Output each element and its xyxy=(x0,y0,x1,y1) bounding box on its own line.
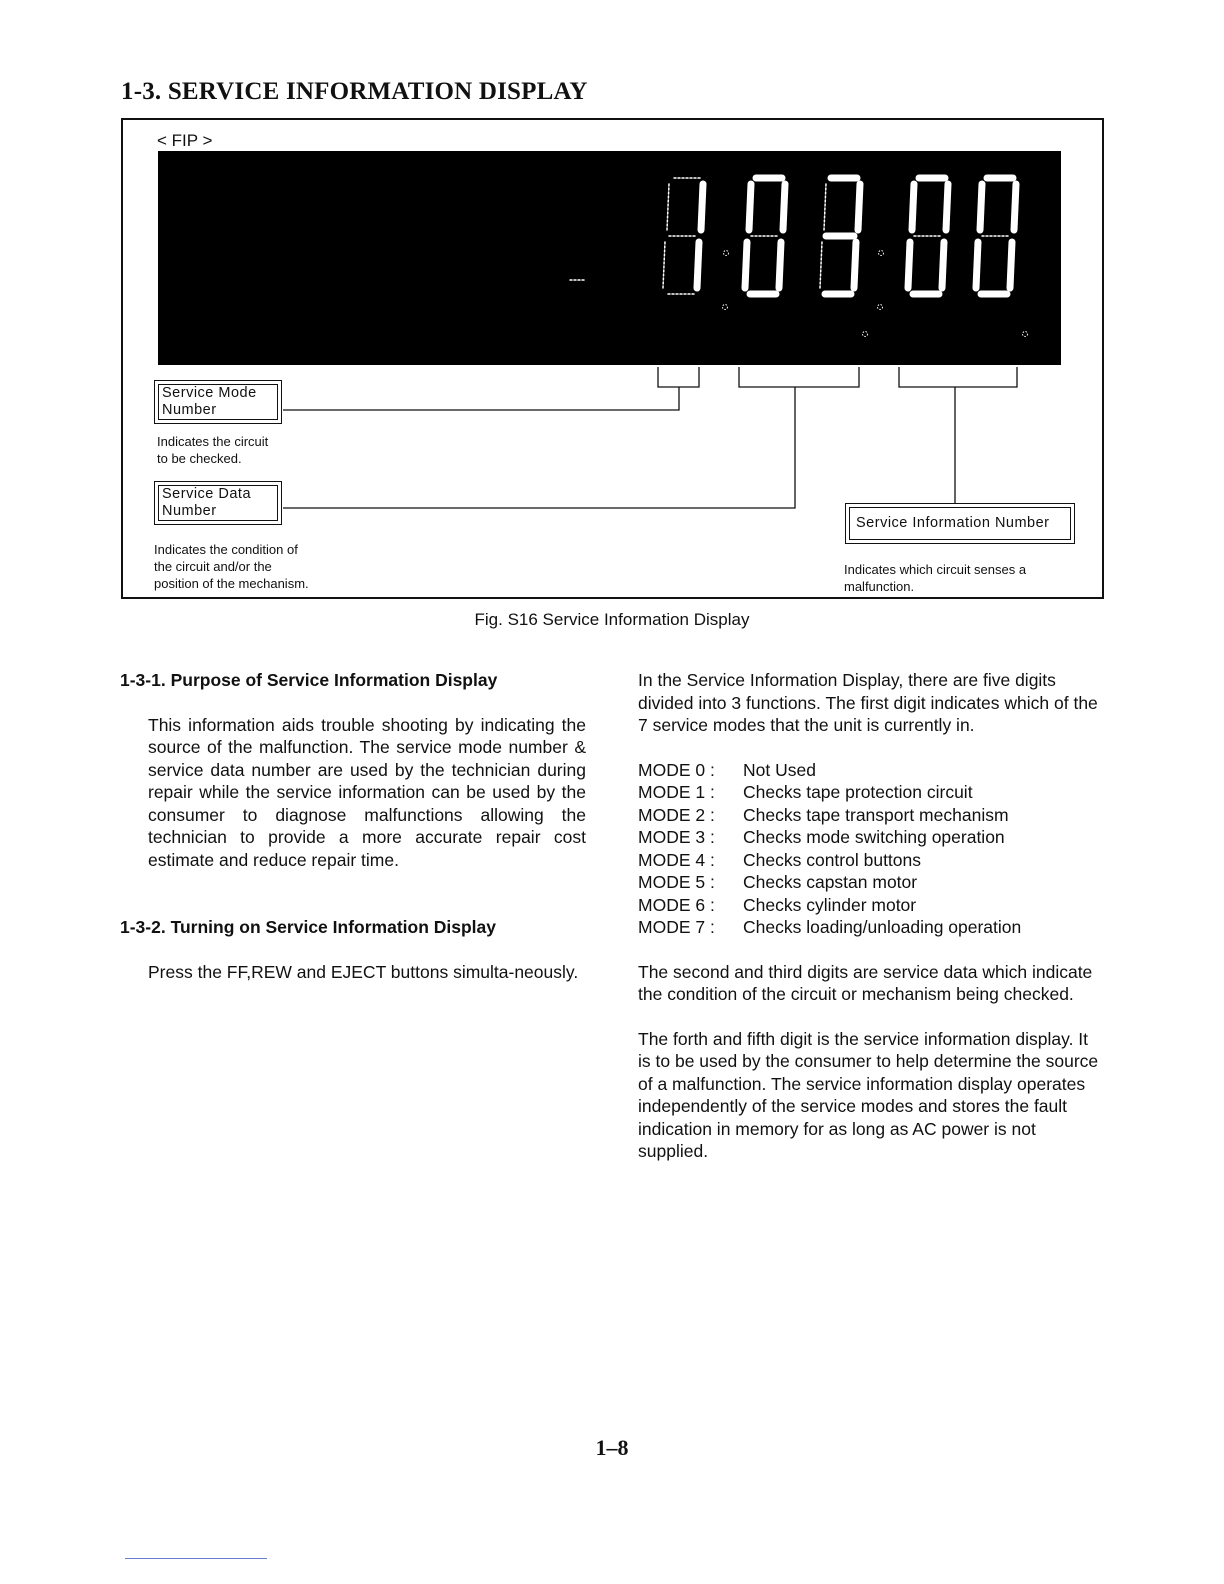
heading-purpose: 1-3-1. Purpose of Service Information Display xyxy=(120,670,498,690)
mode-key: MODE 2 : xyxy=(638,804,715,825)
right-column xyxy=(638,669,1104,1163)
desc-line: Indicates the circuit xyxy=(157,434,269,449)
fip-display-panel xyxy=(158,151,1061,365)
desc-line: to be checked. xyxy=(157,451,242,466)
segment-lit xyxy=(980,184,982,230)
fip-label: < FIP > xyxy=(157,131,213,150)
mode-key: MODE 3 : xyxy=(638,827,715,847)
mode-desc: Checks mode switching operation xyxy=(743,827,1005,847)
mode-item xyxy=(638,804,1104,827)
mode-key: MODE 0 : xyxy=(638,759,715,780)
box-line: Number xyxy=(162,402,217,418)
mode-item xyxy=(638,759,1104,782)
segment-lit xyxy=(854,242,856,288)
segment-lit xyxy=(749,184,751,230)
mode-desc: Checks loading/unloading operation xyxy=(743,917,1022,937)
desc-line: Indicates the condition of xyxy=(154,542,298,557)
mode-key: MODE 1 : xyxy=(638,782,715,802)
segment-lit xyxy=(942,242,944,288)
segment-lit xyxy=(908,242,910,288)
segment-lit xyxy=(697,242,699,288)
mode-desc: Checks capstan motor xyxy=(743,872,918,892)
heading-turning-on: 1-3-2. Turning on Service Information Display xyxy=(120,917,496,937)
section-title: 1-3. SERVICE INFORMATION DISPLAY xyxy=(121,78,588,105)
mode-desc: Checks control buttons xyxy=(743,849,922,870)
segment-lit xyxy=(946,184,948,230)
mode-list xyxy=(638,759,1104,939)
segment-lit xyxy=(858,184,860,230)
segment-lit xyxy=(1014,184,1016,230)
mode-desc: Checks tape protection circuit xyxy=(743,782,973,802)
box-line: Service Data xyxy=(162,486,252,502)
mode-item xyxy=(638,826,1104,849)
turning-on-paragraph: Press the FF,REW and EJECT buttons simulta-neously. xyxy=(148,961,579,982)
purpose-paragraph: This information aids trouble shooting by indicating the source of the malfunction. The service mode number & service data number are used by the technician during repair while the service information can be used by the consumer to diagnose malfunctions allowing the technician to provide a more accurate repair cost estimate and reduce repair time. xyxy=(148,714,586,870)
service-mode-number-box xyxy=(154,380,282,424)
mode-key: MODE 4 : xyxy=(638,849,715,870)
segment-lit xyxy=(745,242,747,288)
service-info-desc xyxy=(844,561,1026,595)
mode-desc: Checks tape transport mechanism xyxy=(743,804,1009,825)
page-number: 1–8 xyxy=(595,1435,629,1460)
desc-line: Indicates which circuit senses a xyxy=(844,562,1027,577)
mode-desc: Not Used xyxy=(743,759,816,780)
desc-line: the circuit and/or the xyxy=(154,559,272,574)
segment-lit xyxy=(701,184,703,230)
segment-lit xyxy=(779,242,781,288)
service-data-desc xyxy=(154,541,309,592)
mode-item xyxy=(638,894,1104,917)
box-line: Number xyxy=(162,503,217,519)
mode-item xyxy=(638,871,1104,894)
service-mode-desc xyxy=(157,433,268,467)
desc-line: position of the mechanism. xyxy=(154,576,309,591)
box-line: Service Mode xyxy=(162,385,257,401)
segment-lit xyxy=(976,242,978,288)
connector-lines xyxy=(283,367,1017,508)
mode-desc: Checks cylinder motor xyxy=(743,894,917,915)
desc-line: malfunction. xyxy=(844,579,915,594)
box-line: Service Information Number xyxy=(849,507,1071,540)
figure-service-information-display xyxy=(121,118,1104,599)
segment-lit xyxy=(912,184,914,230)
mode-item xyxy=(638,781,1104,804)
service-data-number-box xyxy=(154,481,282,525)
mode-key: MODE 5 : xyxy=(638,872,715,892)
figure-caption: Fig. S16 Service Information Display xyxy=(474,610,750,629)
service-information-number-box xyxy=(845,503,1075,544)
digits-paragraph: In the Service Information Display, there are five digits divided into 3 functions. The first digit indicates which of the 7 service modes that the unit is currently in. xyxy=(638,670,1098,735)
mode-key: MODE 7 : xyxy=(638,917,715,937)
segment-lit xyxy=(783,184,785,230)
mode-item xyxy=(638,849,1104,872)
segment-lit xyxy=(1010,242,1012,288)
service-data-paragraph: The second and third digits are service data which indicate the condition of the circuit or mechanism being checked. xyxy=(638,961,1093,1004)
service-info-paragraph: The forth and fifth digit is the service information display. It is to be used by the consumer to help determine the source of a malfunction. The service information display operates independently of the service modes and stores the fault indication in memory for as long as AC power is not supplied. xyxy=(638,1028,1099,1161)
left-column xyxy=(120,669,586,983)
footer-rule xyxy=(125,1558,267,1559)
mode-item xyxy=(638,916,1104,939)
mode-key: MODE 6 : xyxy=(638,894,715,915)
